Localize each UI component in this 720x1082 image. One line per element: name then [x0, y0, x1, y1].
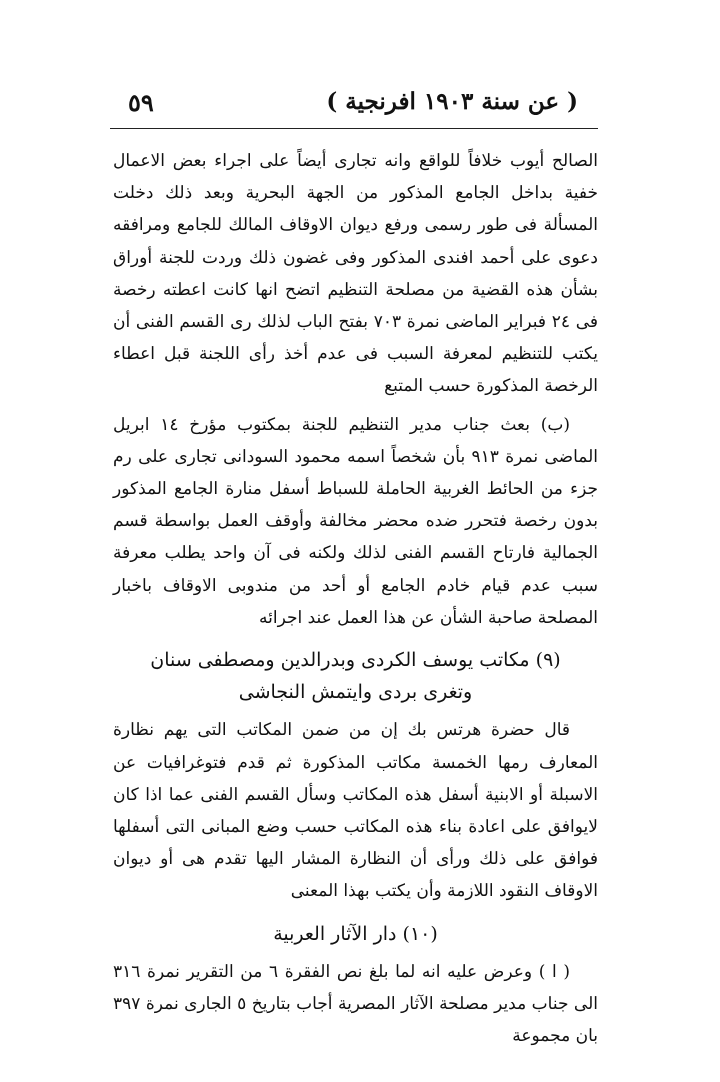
header-rule: [110, 128, 598, 129]
section-heading-9-line2: وتغرى بردى وايتمش النجاشى: [238, 681, 473, 704]
section-heading-10-title: (١٠) دار الآثار العربية: [273, 922, 438, 945]
paragraph-b: (ب) بعث جناب مدير التنظيم للجنة بمكتوب مؤرخ ١٤ ابريل الماضى نمرة ٩١٣ بأن شخصاً اسمه محمود السودانى تجارى على رم جزء من الحائط الغربية الحاملة للسباط أسفل منارة الجامع المذكور بدون رخصة فتحرر ضده محضر مخالفة وأوقف العمل بواسطة قسم الجمالية فارتاح القسم الفنى لذلك ولكنه فى آن واحد يطلب معرفة سبب عدم قيام خادم الجامع أو أحد من مندوبى الاوقاف باخبار المصلحة صاحبة الشأن عن هذا العمل عند اجرائه: [113, 414, 598, 628]
running-head: ( عن سنة ١٩٠٣ افرنجية ): [326, 88, 578, 115]
page-header: [110, 86, 598, 126]
page-body: [113, 145, 598, 1052]
section-heading-10: [113, 908, 598, 956]
section-heading-9: [113, 634, 598, 714]
section-heading-9-line1: (٩) مكاتب يوسف الكردى وبدرالدين ومصطفى سنان: [150, 649, 561, 672]
paragraph-a: ( ا ) وعرض عليه انه لما بلغ نص الفقرة ٦ من التقرير نمرة ٣١٦ الى جناب مدير مصلحة الآثار المصرية أجاب بتاريخ ٥ الجارى نمرة ٣٩٧ بان مجموعة: [113, 961, 598, 1047]
paragraph-continued: الصالح أيوب خلافاً للواقع وانه تجارى أيضاً على اجراء بعض الاعمال خفية بداخل الجامع المذكور من الجهة البحرية وبعد ذلك دخلت المسألة فى طور رسمى ورفع ديوان الاوقاف المالك للجامع ومرافقه دعوى على أحمد افندى المذكور وفى غضون ذلك وردت للجنة أوراق بشأن هذه القضية من مصلحة التنظيم اتضح انها كانت اعطته رخصة فى ٢٤ فبراير الماضى نمرة ٧٠٣ بفتح الباب لذلك رى القسم الفنى أن يكتب للتنظيم لمعرفة السبب فى عدم أخذ رأى اللجنة قبل اعطاء الرخصة المذكورة حسب المتبع: [113, 151, 598, 397]
page-number: ٥٩: [128, 88, 154, 117]
paragraph-section-9: قال حضرة هرتس بك إن من ضمن المكاتب التى يهم نظارة المعارف رمها الخمسة مكاتب المذكورة ثم قدم فتوغرافيات عن الاسبلة أو الابنية أسفل هذه المكاتب وسأل القسم الفنى عما اذا كان لايوافق على اعادة بناء هذه المكاتب حسب وضع المبانى التى أسفلها فوافق على ذلك ورأى أن النظارة المشار اليها تقدم هى أو ديوان الاوقاف النقود اللازمة وأن يكتب بهذا المعنى: [113, 720, 598, 902]
